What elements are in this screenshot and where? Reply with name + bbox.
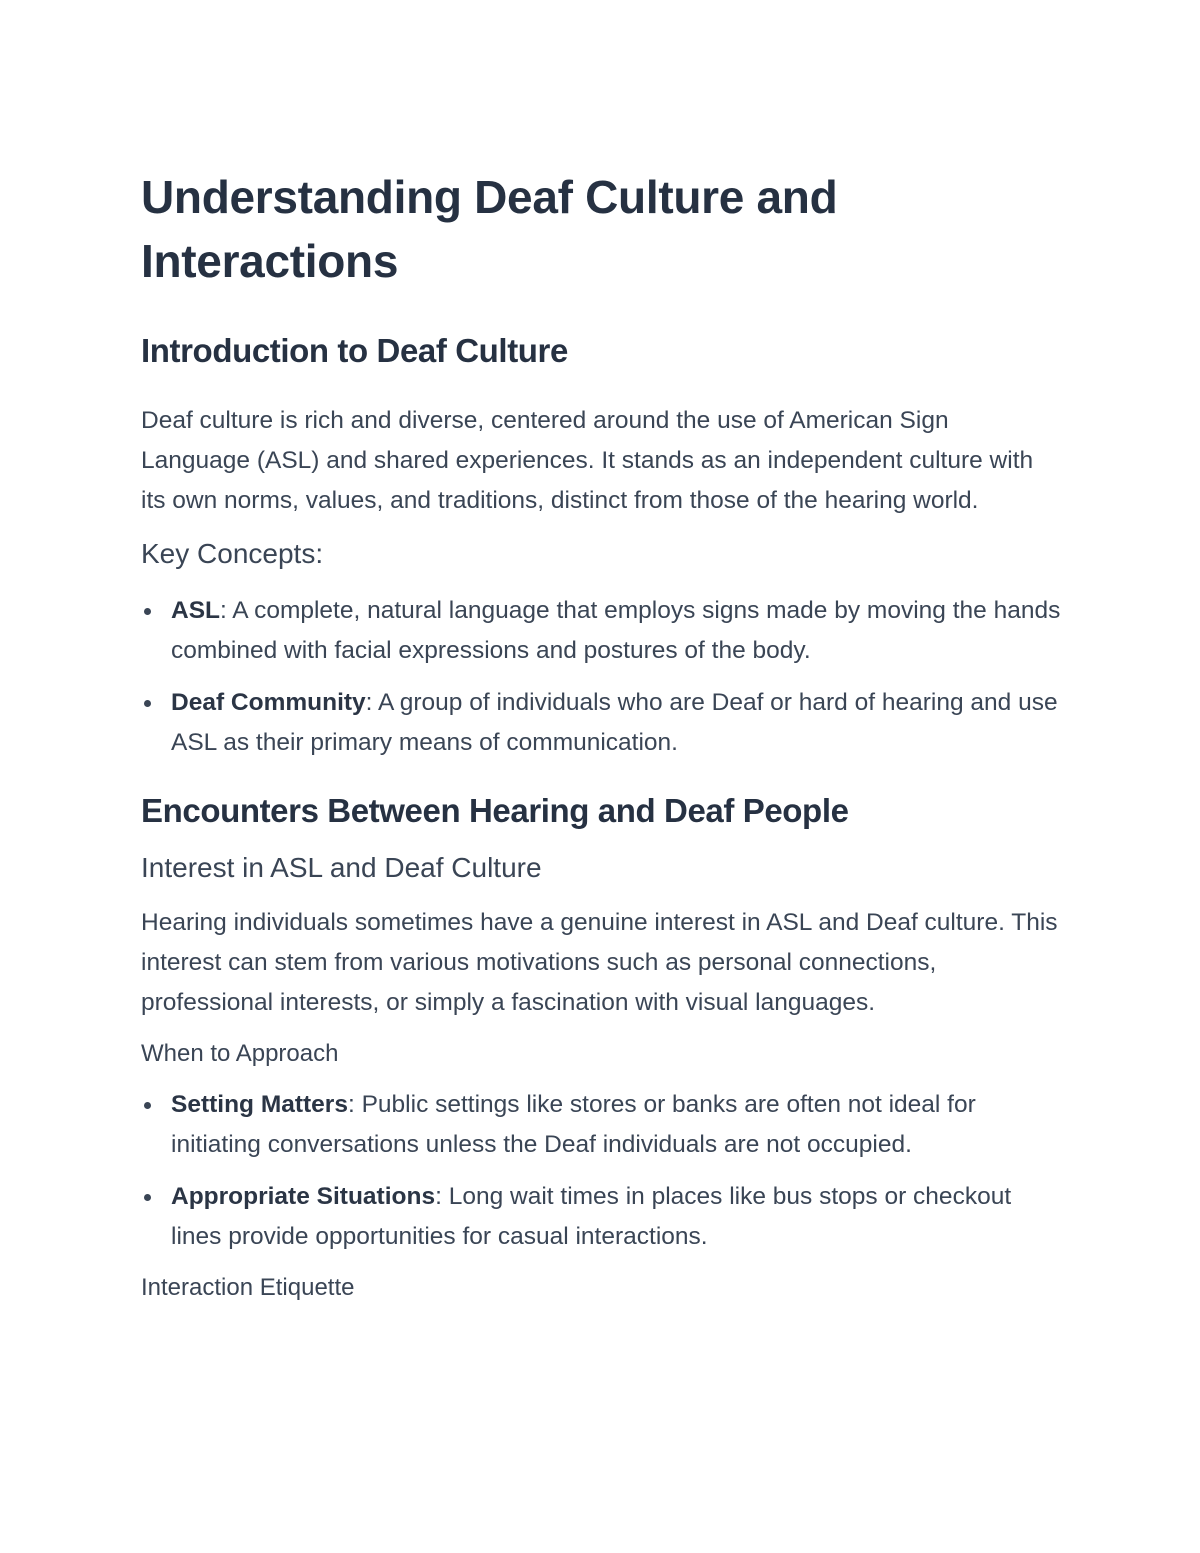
list-item-separator: : bbox=[347, 1091, 355, 1118]
list-item-text: A group of individuals who are Deaf or hard of hearing and use ASL as their primary means of communication. bbox=[171, 689, 1058, 756]
document-page bbox=[141, 165, 1061, 1305]
list-item-separator: : bbox=[365, 689, 373, 716]
list-item-term: ASL bbox=[171, 597, 220, 624]
list-item-text: A complete, natural language that employs signs made by moving the hands combined with facial expressions and postures of the body. bbox=[171, 597, 1061, 664]
list-item bbox=[141, 591, 1061, 671]
list-item-text: Long wait times in places like bus stops or checkout lines provide opportunities for casual interactions. bbox=[171, 1183, 1012, 1250]
list-item bbox=[141, 1177, 1061, 1257]
list-item-text: Public settings like stores or banks are often not ideal for initiating conversations unless the Deaf individuals are not occupied. bbox=[171, 1091, 976, 1158]
list-item-separator: : bbox=[435, 1183, 442, 1210]
when-to-approach-heading: When to Approach bbox=[141, 1040, 339, 1067]
list-item-term: Setting Matters bbox=[171, 1091, 348, 1118]
interaction-etiquette-heading: Interaction Etiquette bbox=[141, 1274, 355, 1301]
section-heading-intro: Introduction to Deaf Culture bbox=[141, 332, 568, 369]
approach-list bbox=[141, 1085, 1061, 1257]
section-heading-encounters: Encounters Between Hearing and Deaf People bbox=[141, 792, 849, 829]
interest-heading: Interest in ASL and Deaf Culture bbox=[141, 852, 542, 883]
key-concepts-heading: Key Concepts: bbox=[141, 538, 324, 569]
key-concepts-list bbox=[141, 591, 1061, 763]
interest-paragraph: Hearing individuals sometimes have a genuine interest in ASL and Deaf culture. This interest can stem from various motivations such as personal connections, professional interests, or simply a fascination with visual languages. bbox=[141, 909, 1058, 1016]
list-item bbox=[141, 1085, 1061, 1165]
list-item-term: Appropriate Situations bbox=[171, 1183, 436, 1210]
list-item-separator: : bbox=[220, 597, 227, 624]
document-title: Understanding Deaf Culture and Interactions bbox=[141, 171, 838, 287]
intro-paragraph: Deaf culture is rich and diverse, centered around the use of American Sign Language (ASL) and shared experiences. It stands as an independent culture with its own norms, values, and traditions, distinct from those of the hearing world. bbox=[141, 407, 1034, 514]
list-item-term: Deaf Community bbox=[171, 689, 366, 716]
list-item bbox=[141, 683, 1061, 763]
